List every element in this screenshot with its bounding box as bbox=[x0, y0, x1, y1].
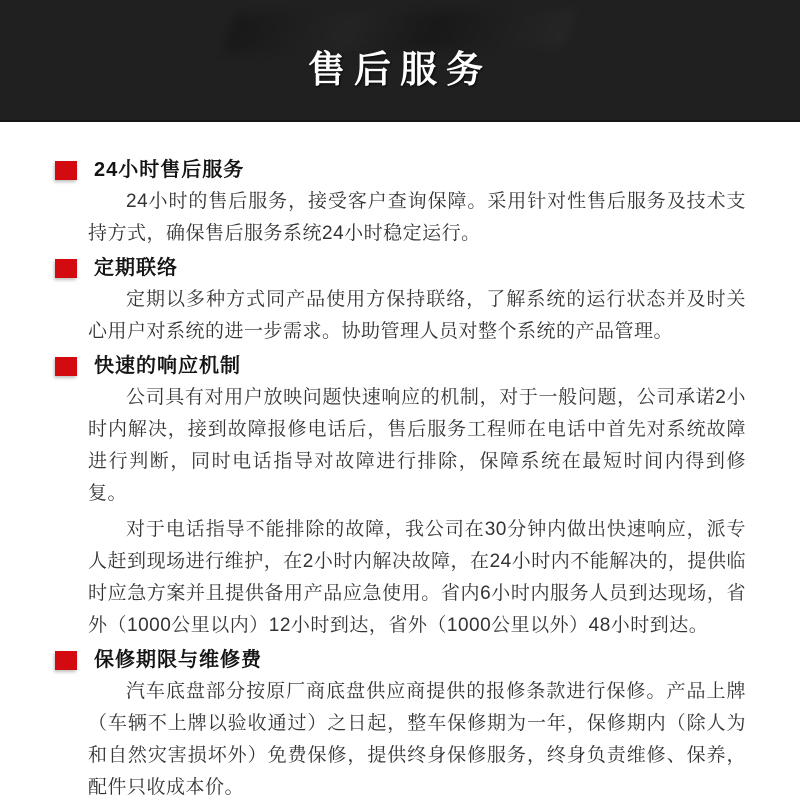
section-24h-service bbox=[55, 156, 746, 250]
section-heading-row bbox=[55, 646, 746, 674]
section-heading-row bbox=[55, 156, 746, 184]
section-paragraph: 汽车底盘部分按原厂商底盘供应商提供的报修条款进行保修。产品上牌（车辆不上牌以验收通过）之日起，整车保修期为一年，保修期内（除人为和自然灾害损坏外）免费保修，提供终身保修服务，终身负责维修、保养，配件只收成本价。 bbox=[88, 681, 746, 798]
section-heading-row bbox=[55, 352, 746, 380]
section-paragraph: 公司具有对用户放映问题快速响应的机制，对于一般问题，公司承诺2小时内解决，接到故障报修电话后，售后服务工程师在电话中首先对系统故障进行判断，同时电话指导对故障进行排除，保障系统在最短时间内得到修复。 bbox=[88, 387, 746, 504]
banner bbox=[0, 0, 800, 122]
red-square-bullet-icon bbox=[55, 651, 77, 670]
section-heading: 24小时售后服务 bbox=[94, 159, 245, 181]
section-paragraph: 对于电话指导不能排除的故障，我公司在30分钟内做出快速响应，派专人赶到现场进行维护，在2小时内解决故障，在24小时内不能解决的，提供临时应急方案并且提供备用产品应急使用。省内6小时内服务人员到达现场，省外（1000公里以内）12小时到达，省外（1000公里以外）48小时到达。 bbox=[88, 519, 746, 636]
section-heading: 保修期限与维修费 bbox=[94, 649, 262, 671]
section-heading: 快速的响应机制 bbox=[94, 355, 241, 377]
red-square-bullet-icon bbox=[55, 357, 77, 376]
content-area bbox=[0, 122, 800, 804]
red-square-bullet-icon bbox=[55, 259, 77, 278]
section-heading-row bbox=[55, 254, 746, 282]
page-title: 售后服务 bbox=[308, 49, 492, 90]
section-fast-response bbox=[55, 352, 746, 642]
section-paragraph: 24小时的售后服务，接受客户查询保障。采用针对性售后服务及技术支持方式，确保售后服务系统24小时稳定运行。 bbox=[88, 191, 746, 244]
section-heading: 定期联络 bbox=[94, 257, 178, 279]
section-regular-contact bbox=[55, 254, 746, 348]
red-square-bullet-icon bbox=[55, 161, 77, 180]
section-warranty-fees bbox=[55, 646, 746, 804]
section-paragraph: 定期以多种方式同产品使用方保持联络，了解系统的运行状态并及时关心用户对系统的进一步需求。协助管理人员对整个系统的产品管理。 bbox=[88, 289, 746, 342]
